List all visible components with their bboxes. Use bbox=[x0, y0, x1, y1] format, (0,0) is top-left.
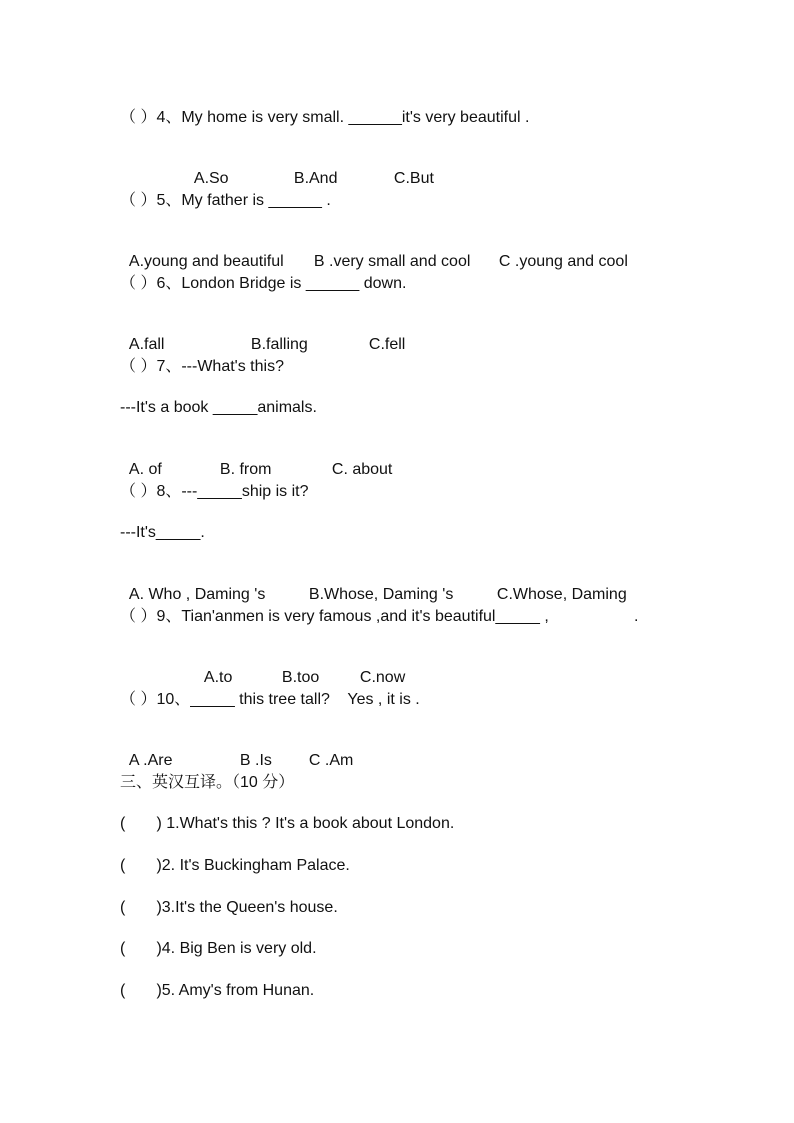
option-a: A.young and beautiful bbox=[128, 253, 284, 270]
option-b: B.And bbox=[293, 170, 338, 187]
question-9-options bbox=[195, 648, 405, 688]
question-7-answer-line: ---It's a book _____animals. bbox=[120, 399, 317, 416]
question-9-stem: （ ）9、Tian'anmen is very famous ,and it's beautiful_____ , bbox=[120, 608, 549, 625]
translation-item-3: ( )3.It's the Queen's house. bbox=[120, 899, 338, 916]
question-4-stem: （ ）4、My home is very small. ______it's very beautiful . bbox=[120, 109, 530, 126]
option-c: C .Am bbox=[308, 752, 354, 769]
option-c: C.fell bbox=[368, 336, 406, 353]
option-b: B.falling bbox=[250, 336, 308, 353]
option-a: A .Are bbox=[128, 752, 173, 769]
option-a: A. Who , Daming 's bbox=[128, 586, 266, 603]
question-5-options bbox=[120, 232, 628, 272]
question-8-stem: （ ）8、---_____ship is it? bbox=[120, 483, 309, 500]
option-b: B.too bbox=[281, 669, 320, 686]
question-6-options bbox=[120, 315, 405, 355]
question-7-stem: （ ）7、---What's this? bbox=[120, 358, 284, 375]
option-b: B. from bbox=[219, 461, 272, 478]
question-6-stem: （ ）6、London Bridge is ______ down. bbox=[120, 275, 407, 292]
option-c: C.now bbox=[359, 669, 406, 686]
option-a: A.fall bbox=[128, 336, 165, 353]
translation-item-5: ( )5. Amy's from Hunan. bbox=[120, 982, 315, 999]
option-c: C.But bbox=[393, 170, 434, 187]
translation-item-4: ( )4. Big Ben is very old. bbox=[120, 940, 317, 957]
question-8-options bbox=[120, 565, 627, 605]
question-10-stem: （ ）10、_____ this tree tall? Yes , it is . bbox=[120, 691, 420, 708]
option-a: A.to bbox=[203, 669, 233, 686]
question-8-answer-line: ---It's_____. bbox=[120, 524, 205, 541]
option-c: C.Whose, Daming bbox=[496, 586, 627, 603]
translation-item-2: ( )2. It's Buckingham Palace. bbox=[120, 857, 350, 874]
option-b: B .Is bbox=[239, 752, 272, 769]
option-b: B.Whose, Daming 's bbox=[308, 586, 454, 603]
question-7-options bbox=[120, 440, 392, 480]
question-9-stem-end: . bbox=[634, 608, 639, 625]
option-a: A. of bbox=[128, 461, 162, 478]
option-c: C .young and cool bbox=[498, 253, 628, 270]
question-5-stem: （ ）5、My father is ______ . bbox=[120, 192, 331, 209]
option-a: A.So bbox=[193, 170, 229, 187]
question-10-options bbox=[120, 731, 353, 771]
option-b: B .very small and cool bbox=[313, 253, 471, 270]
option-c: C. about bbox=[331, 461, 393, 478]
section-3-title: 三、英汉互译。（10 分） bbox=[120, 774, 295, 791]
translation-item-1: ( ) 1.What's this ? It's a book about London. bbox=[120, 815, 455, 832]
question-4-options bbox=[185, 149, 434, 189]
